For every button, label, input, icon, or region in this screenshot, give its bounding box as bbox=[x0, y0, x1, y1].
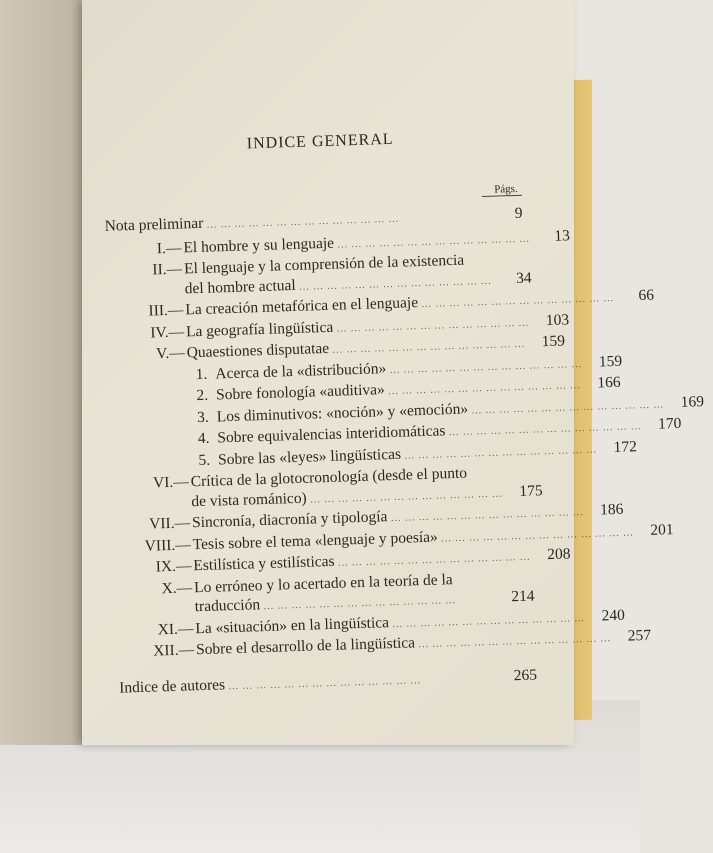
entry-page: 257 bbox=[627, 626, 652, 645]
entry-page: 34 bbox=[515, 269, 532, 287]
entry-number bbox=[114, 597, 195, 621]
entry-number: VIII.— bbox=[144, 535, 192, 555]
entry-title: Nota preliminar ... ... ... ... ... ... ... ... ... ... ... ... ... ... bbox=[104, 213, 400, 235]
entry-text: Acerca de la «distribución» bbox=[215, 359, 387, 382]
entry-number: VI.— bbox=[152, 473, 190, 492]
entry-page: 103 bbox=[545, 310, 570, 329]
entry-number bbox=[111, 492, 192, 516]
entry-text: Estilística y estilísticas bbox=[193, 552, 335, 575]
entry-text: Sobre equivalencias interidiomáticas bbox=[217, 422, 446, 447]
entry-title: Sobre el desarrollo de la lingüística ... ... ... ... ... ... ... ... ... ... ... ... ... ... bbox=[195, 633, 612, 659]
entry-number: IX.— bbox=[155, 557, 192, 576]
entry-number: II.— bbox=[152, 260, 183, 279]
entry-text: La «situación» en la lingüística bbox=[195, 613, 390, 637]
entry-page bbox=[490, 462, 531, 483]
entry-text: de vista románico) bbox=[191, 489, 307, 510]
entry-title: La creación metafórica en el lenguaje ... ... ... ... ... ... ... ... ... ... ... ... ... ... bbox=[185, 292, 615, 319]
entry-title: del hombre actual ... ... ... ... ... ... ... ... ... ... ... ... ... ... bbox=[184, 275, 492, 297]
entry-title: El hombre y su lenguaje ... ... ... ... ... ... ... ... ... ... ... ... ... ... bbox=[183, 233, 531, 256]
entry-text: Nota preliminar bbox=[104, 214, 204, 235]
entry-number: XI.— bbox=[157, 619, 194, 638]
entry-number: III.— bbox=[148, 301, 184, 320]
entry-text: La geografía lingüística bbox=[185, 318, 334, 340]
entry-page: 201 bbox=[650, 520, 674, 539]
entry-title: Los diminutivos: «noción» y «emoción» ... ... ... ... ... ... ... ... ... ... ... ... ... ... bbox=[216, 398, 665, 425]
entry-page: 170 bbox=[657, 414, 682, 433]
entry-number: 5. bbox=[198, 451, 211, 469]
page-title: INDICE GENERAL bbox=[246, 130, 394, 153]
table-of-contents bbox=[100, 127, 705, 700]
entry-number: I.— bbox=[156, 238, 182, 257]
entry-page: 159 bbox=[541, 332, 566, 351]
entry-page bbox=[494, 567, 535, 588]
entry-title: traducción ... ... ... ... ... ... ... ... ... ... ... ... ... ... bbox=[194, 595, 457, 616]
entry-text: del hombre actual bbox=[184, 276, 296, 297]
entry-page: 240 bbox=[601, 606, 626, 624]
entry-page bbox=[484, 249, 525, 270]
entry-number: VII.— bbox=[148, 514, 191, 533]
entry-text: El lenguaje y la comprensión de la existencia bbox=[183, 251, 465, 278]
entry-text: El hombre y su lenguaje bbox=[183, 234, 335, 256]
entry-title: Sincronía, diacronía y tipología ... ... ... ... ... ... ... ... ... ... ... ... ... ... bbox=[191, 507, 584, 532]
entry-title: Acerca de la «distribución» ... ... ... ... ... ... ... ... ... ... ... ... ... ... bbox=[215, 358, 583, 382]
entry-title: Sobre fonología «auditiva» ... ... ... ... ... ... ... ... ... ... ... ... ... ... bbox=[215, 380, 581, 404]
entry-title: La geografía lingüística ... ... ... ... ... ... ... ... ... ... ... ... ... ... bbox=[185, 317, 530, 340]
entry-page: 175 bbox=[519, 481, 543, 500]
entry-page: 9 bbox=[514, 204, 523, 223]
entry-text: Lo erróneo y lo acertado en la teoría de la bbox=[193, 570, 453, 596]
entry-text: La creación metafórica en el lenguaje bbox=[185, 294, 419, 319]
entry-number: X.— bbox=[161, 578, 193, 597]
entry-number: IV.— bbox=[150, 322, 185, 342]
entry-page: 214 bbox=[511, 587, 535, 606]
entry-page: 169 bbox=[680, 392, 705, 411]
entry-number: XII.— bbox=[152, 641, 195, 660]
entry-title: Quaestiones disputatae ... ... ... ... ... ... ... ... ... ... ... ... ... ... bbox=[186, 338, 526, 362]
pages-header: Págs. bbox=[494, 182, 518, 196]
entry-text: Crítica de la glotocronología (desde el punto bbox=[190, 464, 468, 491]
entry-number: 3. bbox=[196, 408, 210, 426]
entry-title: Sobre las «leyes» lingüísticas ... ... ... ... ... ... ... ... ... ... ... ... ... ... bbox=[217, 444, 598, 468]
entry-page: 186 bbox=[599, 500, 624, 519]
entry-title: Indice de autores ... ... ... ... ... ... ... ... ... ... ... ... ... ... bbox=[118, 674, 422, 697]
entry-text: Tesis sobre el tema «lenguaje y poesía» bbox=[192, 528, 439, 553]
entry-page: 66 bbox=[638, 286, 655, 305]
left-page bbox=[0, 0, 95, 745]
entry-title: Tesis sobre el tema «lenguaje y poesía» ... ... ... ... ... ... ... ... ... ... ... ... ... ... bbox=[192, 526, 634, 553]
entry-number bbox=[104, 279, 185, 303]
entry-text: Sobre fonología «auditiva» bbox=[215, 381, 386, 404]
entry-page: 265 bbox=[513, 666, 538, 684]
entry-number: V.— bbox=[155, 344, 185, 363]
entry-page: 208 bbox=[546, 545, 571, 564]
entry-text: Los diminutivos: «noción» y «emoción» bbox=[216, 400, 469, 425]
entry-title: Sobre equivalencias interidiomáticas ... ... ... ... ... ... ... ... ... ... ... ... ... ... bbox=[217, 421, 642, 447]
entry-text: Indice de autores bbox=[118, 675, 226, 697]
entry-title: La «situación» en la lingüística ... ... ... ... ... ... ... ... ... ... ... ... ... ... bbox=[195, 612, 586, 637]
entry-page: 172 bbox=[613, 437, 638, 456]
entry-page: 13 bbox=[554, 226, 571, 245]
entry-text: Sincronía, diacronía y tipología bbox=[191, 508, 388, 532]
entry-text: traducción bbox=[194, 596, 261, 616]
entry-number: 1. bbox=[195, 365, 208, 383]
entry-number: 2. bbox=[196, 386, 209, 405]
entry-page: 159 bbox=[598, 352, 623, 370]
entry-title: de vista románico) ... ... ... ... ... ... ... ... ... ... ... ... ... ... bbox=[191, 488, 503, 510]
entry-text: Sobre el desarrollo de la lingüística bbox=[195, 634, 416, 659]
entry-title: Estilística y estilísticas ... ... ... ... ... ... ... ... ... ... ... ... ... ... bbox=[193, 551, 531, 575]
entry-text: Quaestiones disputatae bbox=[186, 339, 330, 362]
entry-text: Sobre las «leyes» lingüísticas bbox=[217, 445, 402, 468]
entry-page: 166 bbox=[597, 373, 621, 392]
entry-number: 4. bbox=[197, 429, 210, 448]
